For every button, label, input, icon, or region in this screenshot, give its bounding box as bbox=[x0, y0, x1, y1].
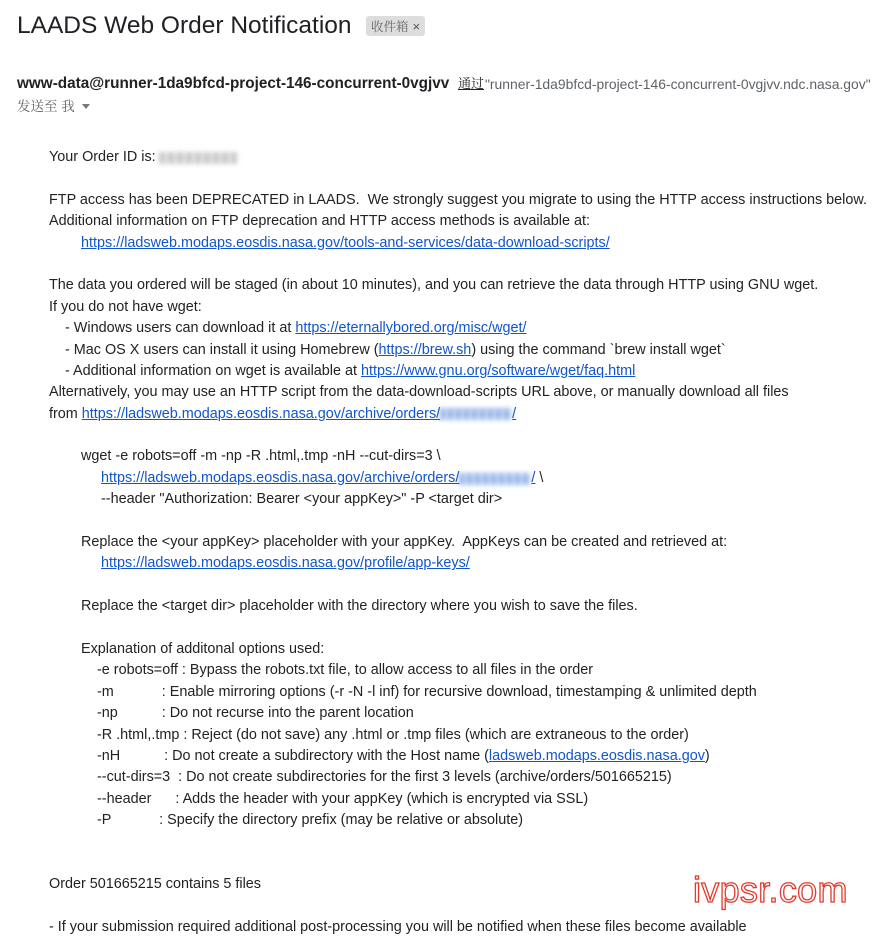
option-robots: -e robots=off : Bypass the robots.txt file, to allow access to all files in the order bbox=[97, 662, 594, 679]
order-archive-link-suffix: / bbox=[512, 405, 517, 422]
watermark-logo: ivpsr.com bbox=[693, 869, 848, 910]
ladsweb-host-link[interactable]: ladsweb.modaps.eosdis.nasa.gov bbox=[488, 747, 705, 764]
wget-mac-text-after: ) using the command `brew install wget` bbox=[471, 341, 726, 358]
order-summary: Order 501665215 contains 5 files bbox=[49, 876, 262, 893]
caret-down-icon[interactable] bbox=[82, 104, 90, 109]
blank-line bbox=[0, 618, 884, 639]
wget-mac-text: - Mac OS X users can install it using Homebrew ( bbox=[65, 341, 379, 358]
blank-line bbox=[0, 511, 884, 532]
via-link[interactable]: 通过 bbox=[458, 76, 485, 91]
wget-order-link-prefix: https://ladsweb.modaps.eosdis.nasa.gov/archive/orders/ bbox=[101, 469, 460, 486]
option-header: --header : Adds the header with your appKey (which is encrypted via SSL) bbox=[97, 790, 589, 807]
option-reject: -R .html,.tmp : Reject (do not save) any .html or .tmp files (which are extraneous to the order) bbox=[97, 726, 689, 743]
homebrew-link[interactable]: https://brew.sh bbox=[378, 341, 472, 358]
alternative-from-text: from bbox=[49, 405, 82, 422]
blank-line bbox=[0, 832, 884, 853]
wget-windows-line bbox=[0, 318, 884, 339]
wget-command-line-1: wget -e robots=off -m -np -R .html,.tmp -nH --cut-dirs=3 \ bbox=[81, 448, 441, 465]
ftp-notice: FTP access has been DEPRECATED in LAADS. We strongly suggest you migrate to using the HTTP access instructions below. bbox=[49, 191, 867, 208]
option-no-host-dir-text: -nH : Do not create a subdirectory with the Host name ( bbox=[97, 747, 489, 764]
blank-line bbox=[0, 254, 884, 275]
email-subject: LAADS Web Order Notification bbox=[17, 12, 352, 39]
recipient-label: 发送至 我 bbox=[17, 99, 75, 114]
wget-windows-link[interactable]: https://eternallybored.org/misc/wget/ bbox=[295, 320, 527, 337]
post-processing-note: - If your submission required additional post-processing you will be notified when these files become available bbox=[49, 919, 747, 936]
alternative-from-line bbox=[0, 404, 884, 425]
message-body bbox=[0, 147, 884, 938]
appkey-note: Replace the <your appKey> placeholder with your appKey. AppKeys can be created and retrieved at: bbox=[81, 534, 728, 551]
appkey-link-line bbox=[0, 553, 884, 574]
target-dir-note: Replace the <target dir> placeholder with the directory where you wish to save the files. bbox=[81, 598, 638, 615]
sender-address[interactable]: www-data@runner-1da9bfcd-project-146-concurrent-0vgjvv bbox=[17, 75, 450, 92]
options-heading: Explanation of additonal options used: bbox=[81, 640, 325, 657]
blank-line bbox=[0, 575, 884, 596]
wget-command-line-3: --header "Authorization: Bearer <your appKey>" -P <target dir> bbox=[101, 491, 503, 508]
wget-command-line-2 bbox=[0, 468, 884, 489]
ftp-info: Additional information on FTP deprecation and HTTP access methods is available at: bbox=[49, 213, 591, 230]
wget-order-link[interactable] bbox=[101, 468, 535, 489]
close-icon[interactable]: × bbox=[412, 18, 421, 34]
option-no-parent: -np : Do not recurse into the parent location bbox=[97, 705, 414, 722]
option-no-host-dir-close: ) bbox=[704, 747, 710, 764]
option-cut-dirs: --cut-dirs=3 : Do not create subdirectories for the first 3 levels (archive/orders/501665215) bbox=[97, 769, 672, 786]
order-archive-link[interactable] bbox=[82, 404, 516, 425]
wget-command-continuation: \ bbox=[535, 469, 544, 486]
wget-mac-line bbox=[0, 340, 884, 361]
alternative-text: Alternatively, you may use an HTTP script from the data-download-scripts URL above, or manually download all files bbox=[49, 384, 789, 401]
via-host: "runner-1da9bfcd-project-146-concurrent-0vgjvv.ndc.nasa.gov" bbox=[485, 76, 871, 92]
label-chip-name: 收件箱 bbox=[371, 20, 409, 34]
wget-order-link-suffix: / bbox=[531, 469, 536, 486]
order-archive-link-prefix: https://ladsweb.modaps.eosdis.nasa.gov/archive/orders/ bbox=[81, 405, 441, 422]
redacted-order-number bbox=[440, 408, 512, 420]
no-wget-text: If you do not have wget: bbox=[49, 298, 202, 315]
option-mirror: -m : Enable mirroring options (-r -N -l inf) for recursive download, timestamping & unlimited depth bbox=[97, 683, 757, 700]
order-id-line bbox=[0, 147, 884, 168]
staging-text: The data you ordered will be staged (in about 10 minutes), and you can retrieve the data through HTTP using GNU wget. bbox=[49, 277, 819, 294]
wget-info-text: - Additional information on wget is available at bbox=[65, 362, 361, 379]
blank-line bbox=[0, 425, 884, 446]
label-chip-inbox[interactable] bbox=[366, 16, 425, 36]
wget-info-line bbox=[0, 361, 884, 382]
ftp-info-line bbox=[0, 233, 884, 254]
redacted-order-id bbox=[159, 152, 237, 164]
redacted-order-number bbox=[459, 473, 531, 485]
blank-line bbox=[0, 168, 884, 189]
data-download-scripts-link[interactable]: https://ladsweb.modaps.eosdis.nasa.gov/tools-and-services/data-download-scripts/ bbox=[81, 234, 610, 251]
wget-windows-text: - Windows users can download it at bbox=[65, 320, 296, 337]
order-id-label: Your Order ID is: bbox=[49, 149, 156, 165]
recipient-details-toggle[interactable] bbox=[17, 96, 90, 114]
option-no-host-dir bbox=[0, 746, 884, 767]
app-keys-link[interactable]: https://ladsweb.modaps.eosdis.nasa.gov/profile/app-keys/ bbox=[101, 555, 470, 572]
wget-faq-link[interactable]: https://www.gnu.org/software/wget/faq.html bbox=[360, 362, 636, 379]
option-prefix: -P : Specify the directory prefix (may be relative or absolute) bbox=[97, 812, 524, 829]
